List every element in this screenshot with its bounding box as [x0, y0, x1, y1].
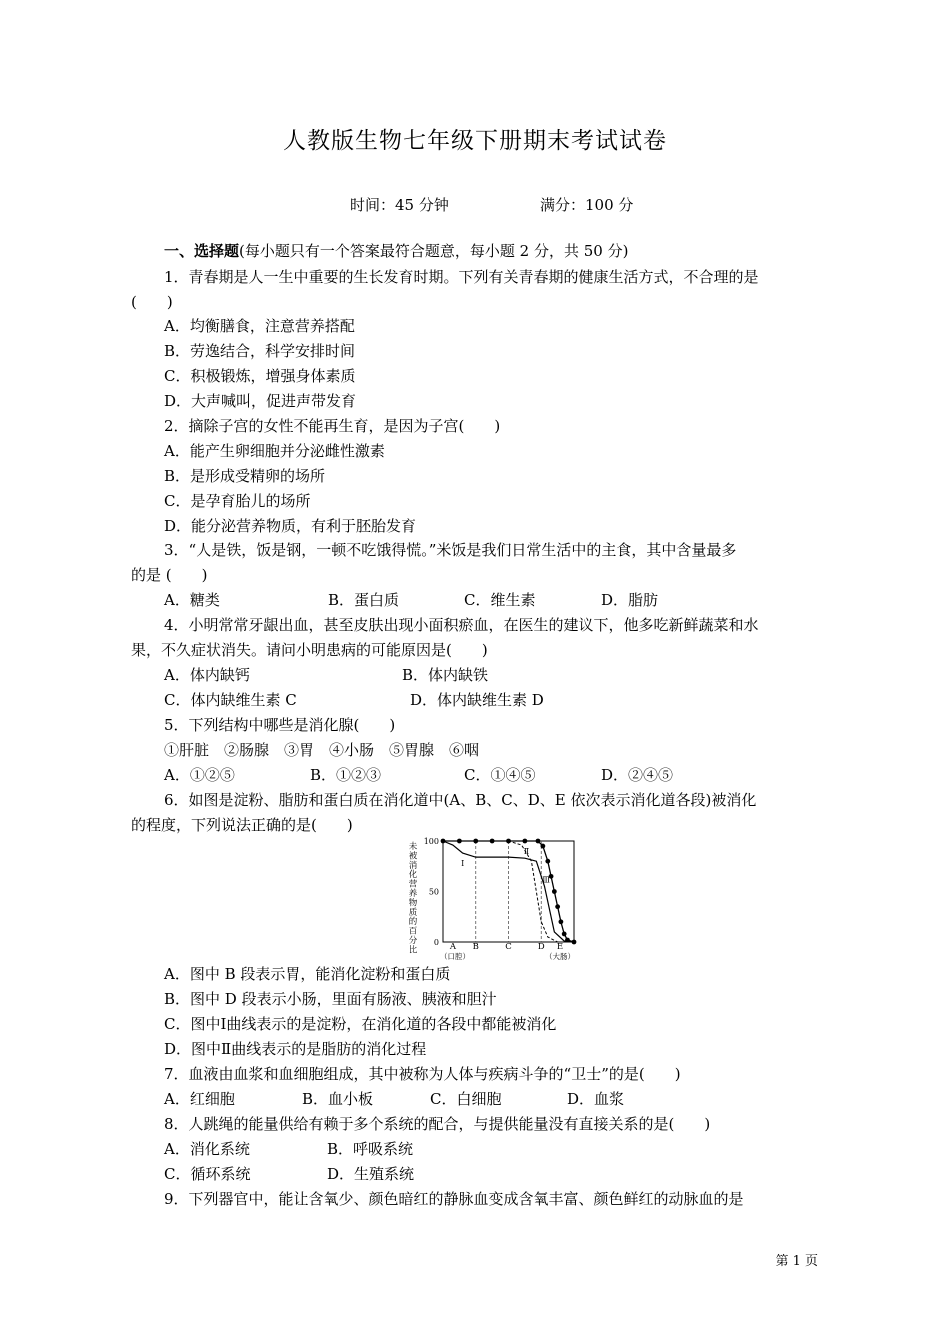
x-category-label: B — [472, 942, 479, 952]
series-marker — [545, 859, 550, 864]
q8-option-c: C．循环系统 — [164, 1165, 251, 1183]
series-marker — [441, 839, 446, 844]
x-category-label: A — [449, 942, 457, 952]
q7-stem: 7．血液由血浆和血细胞组成，其中被称为人体与疾病斗争的“卫士”的是( ) — [164, 1065, 681, 1083]
q8-option-b: B．呼吸系统 — [327, 1140, 414, 1158]
exam-score: 满分：100 分 — [540, 196, 634, 214]
q4-option-d: D．体内缺维生素 D — [410, 691, 544, 709]
q7-option-d: D．血浆 — [567, 1090, 625, 1108]
x-category-label: C — [505, 942, 512, 952]
q6-stem: 6．如图是淀粉、脂肪和蛋白质在消化道中(A、B、C、D、E 依次表示消化道各段)被消化 — [164, 791, 757, 809]
series-marker — [555, 904, 560, 909]
y-label-char: 的 — [408, 917, 418, 928]
x-category-label: E — [556, 942, 564, 952]
q2-option-c: C．是孕育胎儿的场所 — [164, 492, 311, 510]
x-category-label: D — [537, 942, 545, 952]
y-label-char: 物 — [408, 898, 418, 909]
q5-option-d: D．②④⑤ — [601, 766, 674, 784]
series-name-label: Ⅲ — [542, 875, 551, 885]
series-marker — [565, 938, 570, 943]
q5-option-a: A．①②⑤ — [164, 766, 235, 784]
q4-stem: 4．小明常常牙龈出血，甚至皮肤出现小面积瘀血，在医生的建议下，他多吃新鲜蔬菜和水 — [164, 616, 759, 634]
q3-option-c: C．维生素 — [464, 591, 536, 609]
series-marker — [536, 839, 541, 844]
q5-option-c: C．①④⑤ — [464, 766, 536, 784]
y-label-char: 营 — [408, 879, 418, 890]
y-label-char: 未 — [408, 842, 418, 852]
q8-option-a: A．消化系统 — [164, 1140, 250, 1158]
x-sublabel-large-intestine: （大肠） — [545, 952, 575, 961]
q8-stem: 8．人跳绳的能量供给有赖于多个系统的配合，与提供能量没有直接关系的是( ) — [164, 1115, 711, 1133]
q3-option-d: D．脂肪 — [601, 591, 659, 609]
q1-stem-cont: ( ) — [131, 293, 173, 311]
q6-option-a: A．图中 B 段表示胃，能消化淀粉和蛋白质 — [164, 965, 451, 983]
q2-option-a: A．能产生卵细胞并分泌雌性激素 — [164, 442, 385, 460]
digestion-chart — [405, 836, 577, 962]
q3-option-a: A．糖类 — [164, 591, 220, 609]
series-marker — [506, 839, 511, 844]
q1-option-b: B．劳逸结合，科学安排时间 — [164, 342, 356, 360]
q5-stem: 5．下列结构中哪些是消化腺( ) — [164, 716, 396, 734]
series-marker — [540, 844, 545, 849]
exam-time: 时间：45 分钟 — [350, 196, 449, 214]
q4-option-a: A．体内缺钙 — [164, 666, 250, 684]
series-name-label: Ⅱ — [523, 847, 530, 857]
q5-items: ①肝脏 ②肠腺 ③胃 ④小肠 ⑤胃腺 ⑥咽 — [164, 741, 480, 759]
q4-option-c: C．体内缺维生素 C — [164, 691, 297, 709]
q7-option-c: C．白细胞 — [430, 1090, 502, 1108]
q3-stem-cont: 的是 ( ) — [131, 566, 208, 584]
y-label-char: 百 — [408, 926, 418, 937]
q1-option-a: A．均衡膳食，注意营养搭配 — [164, 317, 355, 335]
q5-option-b: B．①②③ — [310, 766, 382, 784]
chart-segment-dividers — [476, 841, 542, 942]
y-tick-label: 0 — [433, 938, 439, 947]
q6-option-b: B．图中 D 段表示小肠，里面有肠液、胰液和胆汁 — [164, 990, 497, 1008]
y-label-char: 比 — [408, 945, 418, 956]
q9-stem: 9．下列器官中，能让含氧少、颜色暗红的静脉血变成含氧丰富、颜色鲜红的动脉血的是 — [164, 1190, 744, 1208]
page-number: 第 1 页 — [775, 1254, 818, 1269]
y-label-char: 消 — [408, 860, 418, 871]
q6-stem-cont: 的程度，下列说法正确的是( ) — [131, 816, 353, 834]
q2-option-d: D．能分泌营养物质，有利于胚胎发育 — [164, 517, 417, 535]
section-note: (每小题只有一个答案最符合题意，每小题 2 分，共 50 分) — [239, 242, 629, 260]
q7-option-b: B．血小板 — [302, 1090, 374, 1108]
series-marker — [572, 940, 577, 945]
q2-option-b: B．是形成受精卵的场所 — [164, 467, 326, 485]
q3-stem: 3．“人是铁，饭是钢，一顿不吃饿得慌。”米饭是我们日常生活中的主食，其中含量最多 — [164, 541, 737, 559]
q1-option-d: D．大声喊叫，促进声带发育 — [164, 392, 357, 410]
series-marker — [522, 839, 527, 844]
q6-option-d: D．图中Ⅱ曲线表示的是脂肪的消化过程 — [164, 1040, 427, 1058]
y-tick-label: 50 — [428, 887, 439, 897]
y-label-char: 养 — [408, 889, 418, 899]
q7-option-a: A．红细胞 — [164, 1090, 235, 1108]
x-sublabel-mouth: （口腔） — [440, 952, 470, 961]
q3-option-b: B．蛋白质 — [328, 591, 400, 609]
page-title: 人教版生物七年级下册期末考试试卷 — [283, 128, 667, 154]
section-title: 一、选择题 — [164, 242, 240, 260]
y-label-char: 被 — [408, 851, 418, 862]
series-marker — [562, 932, 567, 937]
q2-stem: 2．摘除子宫的女性不能再生育，是因为子宫( ) — [164, 417, 501, 435]
series-marker — [457, 839, 462, 844]
q1-stem: 1．青春期是人一生中重要的生长发育时期。下列有关青春期的健康生活方式，不合理的是 — [164, 268, 759, 286]
series-name-label: Ⅰ — [461, 859, 465, 869]
series-marker — [552, 889, 557, 894]
q1-option-c: C．积极锻炼，增强身体素质 — [164, 367, 356, 385]
series-marker — [490, 839, 495, 844]
chart-y-ticks — [424, 837, 439, 947]
q8-option-d: D．生殖系统 — [327, 1165, 415, 1183]
y-label-char: 化 — [408, 870, 418, 881]
section-heading — [164, 241, 628, 261]
q4-stem-cont: 果，不久症状消失。请问小明患病的可能原因是( ) — [131, 641, 488, 659]
series-marker — [559, 919, 564, 924]
chart-y-axis-label — [409, 841, 418, 955]
y-label-char: 质 — [408, 907, 418, 918]
q4-option-b: B．体内缺铁 — [402, 666, 489, 684]
q6-option-c: C．图中Ⅰ曲线表示的是淀粉，在消化道的各段中都能被消化 — [164, 1015, 557, 1033]
y-label-char: 分 — [408, 936, 418, 946]
chart-x-labels — [440, 942, 575, 961]
series-marker — [473, 839, 478, 844]
y-tick-label: 100 — [423, 837, 439, 846]
